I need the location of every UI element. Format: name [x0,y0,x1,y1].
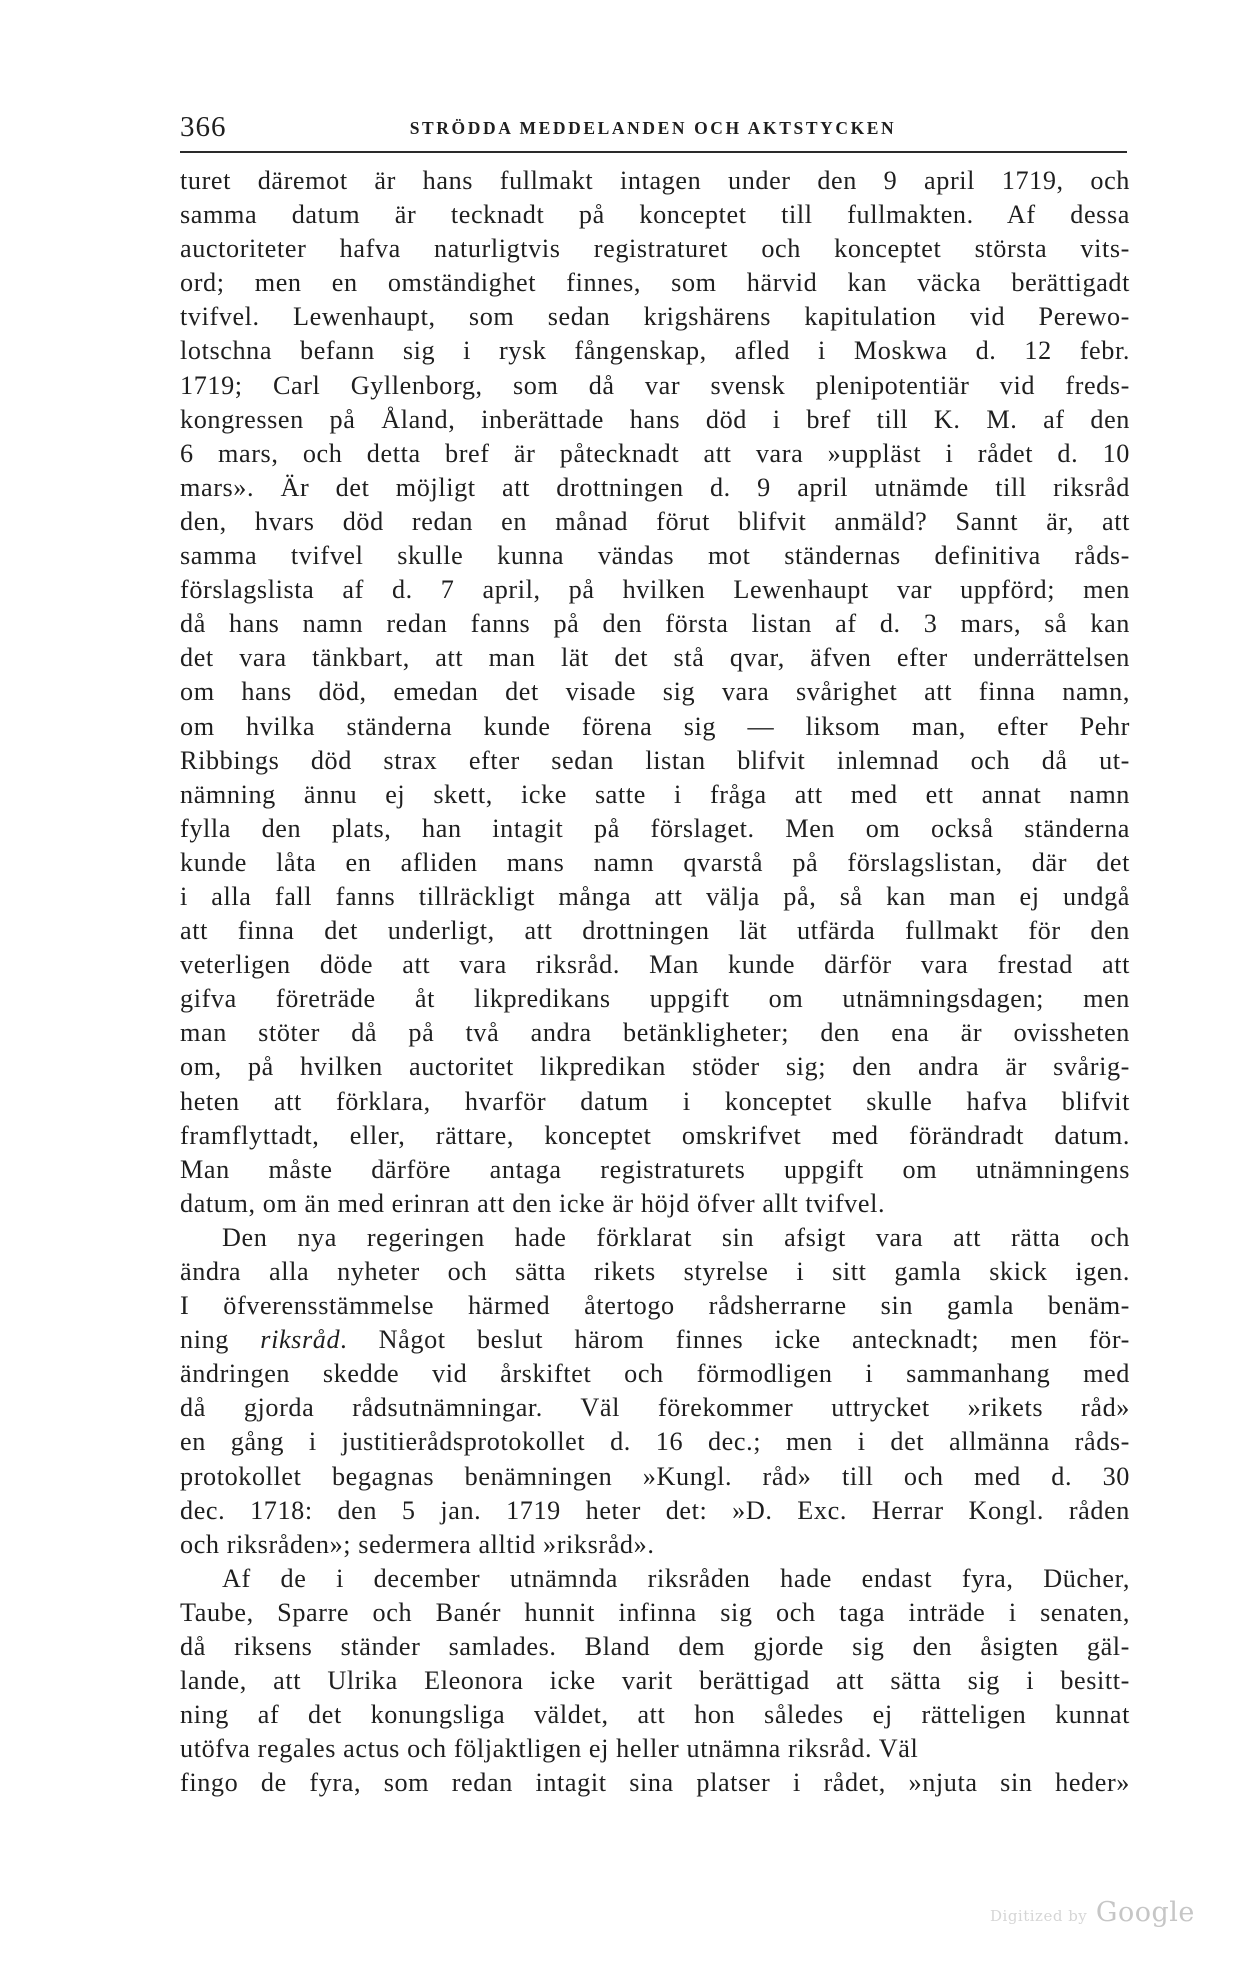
text-line: tvifvel. Lewenhaupt, som sedan krigshärens kapitulation vid Perewo- [180,302,1130,332]
text-line: den, hvars död redan en månad förut blifvit anmäld? Sannt är, att [180,506,1130,536]
google-watermark [990,1897,1220,1927]
page-number: 366 [180,111,227,143]
text-line: Den nya regeringen hade förklarat sin afsigt vara att rätta och [222,1222,1130,1252]
text-line: ning af det konungsliga väldet, att hon således ej rätteligen kunnat [180,1700,1130,1730]
text-line: 1719; Carl Gyllenborg, som då var svensk plenipotentiär vid freds- [180,370,1130,400]
text-line: Man måste därföre antaga registraturets uppgift om utnämningens [180,1154,1130,1184]
text-line: i alla fall fanns tillräckligt många att välja på, så kan man ej undgå [180,881,1130,911]
text-line: då hans namn redan fanns på den första listan af d. 3 mars, så kan [180,609,1130,639]
text-line: heten att förklara, hvarför datum i konceptet skulle hafva blifvit [180,1086,1130,1116]
page-header [178,110,1128,144]
italic-term: riksråd [260,1325,341,1355]
text-line: lotschna befann sig i rysk fångenskap, afled i Moskwa d. 12 febr. [180,336,1130,366]
text-line: fingo de fyra, som redan intagit sina platser i rådet, »njuta sin heder» [180,1768,1130,1798]
text-line: mars». Är det möjligt att drottningen d. 9 april utnämde till riksråd [180,472,1130,502]
text-line: ändringen skedde vid årskiftet och förmodligen i sammanhang med [180,1359,1130,1389]
text-line: samma tvifvel skulle kunna vändas mot ständernas definitiva råds- [180,541,1130,571]
text-line: då gjorda rådsutnämningar. Väl förekommer uttrycket »rikets råd» [180,1393,1130,1423]
text-line: samma datum är tecknadt på konceptet till fullmakten. Af dessa [180,200,1130,230]
text-line: ning riksråd. Något beslut härom finnes icke antecknadt; men för- [180,1325,1130,1355]
text-line: I öfverensstämmelse härmed återtogo rådsherrarne sin gamla benäm- [180,1291,1130,1321]
text-line: dec. 1718: den 5 jan. 1719 heter det: »D. Exc. Herrar Kongl. råden [180,1495,1130,1525]
text-line: ord; men en omständighet finnes, som härvid kan väcka berättigadt [180,268,1130,298]
text-line: Af de i december utnämnda riksråden hade endast fyra, Dücher, [222,1563,1130,1593]
text-line: veterligen döde att vara riksråd. Man kunde därför vara frestad att [180,950,1130,980]
running-head: STRÖDDA MEDDELANDEN OCH AKTSTYCKEN [409,118,897,138]
text-line: utöfva regales actus och följaktligen ej heller utnämna riksråd. Väl [180,1734,919,1764]
text-line: då riksens ständer samlades. Bland dem gjorde sig den åsigten gäl- [180,1632,1130,1662]
text-line: 6 mars, och detta bref är påtecknadt att vara »uppläst i rådet d. 10 [180,438,1130,468]
text-line: om, på hvilken auctoritet likpredikan stöder sig; den andra är svårig- [180,1052,1130,1082]
header-rule [180,151,1127,153]
text-line: turet däremot är hans fullmakt intagen under den 9 april 1719, och [180,166,1130,195]
text-line: protokollet begagnas benämningen »Kungl. råd» till och med d. 30 [180,1461,1130,1491]
text-line: datum, om än med erinran att den icke är höjd öfver allt tvifvel. [180,1188,886,1218]
text-line: auctoriteter hafva naturligtvis registraturet och konceptet största vits- [180,234,1130,264]
text-line: det vara tänkbart, att man lät det stå qvar, äfven efter underrättelsen [180,643,1130,673]
text-line: förslagslista af d. 7 april, på hvilken Lewenhaupt var uppförd; men [180,575,1130,605]
text-line: Taube, Sparre och Banér hunnit infinna sig och taga inträde i senaten, [180,1597,1130,1627]
text-line: fylla den plats, han intagit på förslaget. Men om också ständerna [180,813,1130,843]
text-line: nämning ännu ej skett, icke satte i fråga att med ett annat namn [180,779,1130,809]
text-line: ändra alla nyheter och sätta rikets styrelse i sitt gamla skick igen. [180,1257,1130,1286]
text-line: om hans död, emedan det visade sig vara svårighet att finna namn, [180,677,1130,707]
text-line: en gång i justitierådsprotokollet d. 16 dec.; men i det allmänna råds- [180,1427,1130,1457]
text-line: om hvilka ständerna kunde förena sig — liksom man, efter Pehr [180,711,1130,741]
watermark-brand: Google [1095,1897,1195,1928]
text-line: att finna det underligt, att drottningen lät utfärda fullmakt för den [180,916,1130,946]
text-line: och riksråden»; sedermera alltid »riksråd». [180,1529,655,1559]
text-line: Ribbings död strax efter sedan listan blifvit inlemnad och då ut- [180,745,1130,775]
text-line: framflyttadt, eller, rättare, konceptet omskrifvet med förändradt datum. [180,1120,1130,1150]
body-text [180,164,1130,1801]
text-line: lande, att Ulrika Eleonora icke varit berättigad att sätta sig i besitt- [180,1666,1130,1696]
text-line: man stöter då på två andra betänkligheter; den ena är ovissheten [180,1018,1130,1048]
text-line: kunde låta en afliden mans namn qvarstå på förslagslistan, där det [180,847,1130,877]
text-line: gifva företräde åt likpredikans uppgift om utnämningsdagen; men [180,984,1130,1014]
text-line: kongressen på Åland, inberättade hans död i bref till K. M. af den [180,404,1130,434]
watermark-prefix: Digitized by [990,1907,1088,1925]
